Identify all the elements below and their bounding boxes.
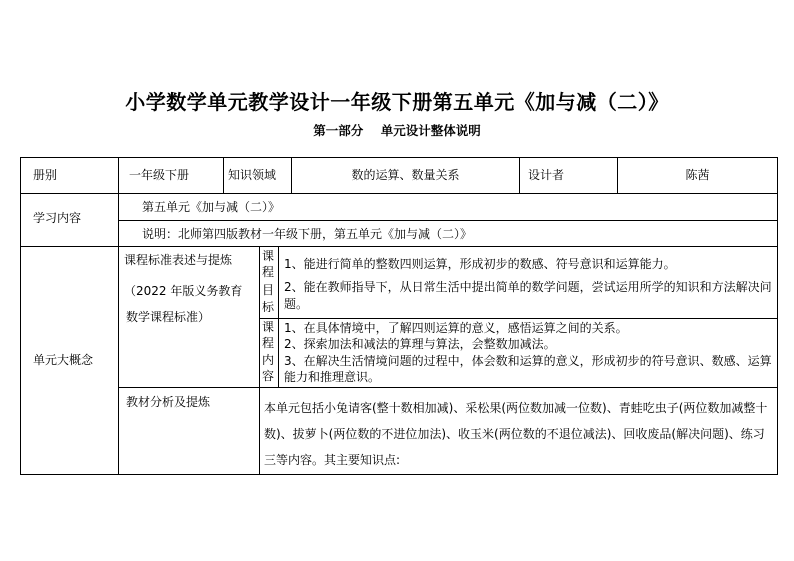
row-divider — [259, 318, 778, 319]
curriculum-standard-note: （2022 年版义务教育 — [124, 284, 243, 298]
learning-content-label: 学习内容 — [33, 211, 82, 225]
row-divider — [20, 246, 778, 247]
grade-value: 一年级下册 — [129, 168, 190, 182]
learning-content-line-1: 第五单元《加与减（二）》 — [142, 200, 281, 214]
row-divider — [118, 220, 778, 221]
course-content-item: 2、探索加法和减法的算理与算法，会整数加减法。 — [284, 337, 556, 351]
col-divider — [519, 157, 520, 194]
col-divider — [118, 157, 119, 475]
course-goals-label-char: 标 — [262, 300, 275, 314]
table-border-bottom — [20, 474, 778, 475]
course-goals-label-char: 课 — [262, 249, 275, 263]
document-subtitle: 第一部分 单元设计整体说明 — [313, 123, 481, 138]
textbook-analysis-label: 教材分析及提炼 — [126, 395, 211, 409]
course-content-label-char: 课 — [262, 320, 275, 334]
course-content-item: 1、在具体情境中，了解四则运算的意义，感悟运算之间的关系。 — [284, 321, 628, 335]
curriculum-standard-label: 课程标准表述与提炼 — [124, 253, 233, 267]
col-divider — [259, 246, 260, 475]
table-border-right — [777, 157, 778, 475]
document-title: 小学数学单元教学设计一年级下册第五单元《加与减（二）》 — [125, 90, 669, 114]
unit-design-table — [20, 157, 778, 475]
row-divider — [118, 387, 778, 388]
textbook-analysis-text: 本单元包括小兔请客(整十数相加减)、采松果(两位数加减一位数)、青蛙吃虫子(两位数加减整十数)、拔萝卜(两位数的不进位加法)、收玉米(两位数的不退位减法)、回收废品(解决问题)、练习三等内容。其主要知识点: — [264, 401, 768, 467]
course-content-label-char: 内 — [262, 353, 275, 367]
course-content-label-char: 程 — [262, 336, 275, 350]
col-divider — [278, 246, 279, 388]
designer-label: 设计者 — [528, 168, 565, 182]
course-goal-item: 1、能进行简单的整数四则运算，形成初步的数感、符号意识和运算能力。 — [284, 257, 676, 271]
course-content-label-char: 容 — [262, 369, 275, 383]
course-goals-label-char: 程 — [262, 265, 275, 279]
row-divider — [20, 193, 778, 194]
table-border-top — [20, 157, 778, 158]
course-goal-item: 2、能在教师指导下，从日常生活中提出简单的数学问题，尝试运用所学的知识和方法解决问题。 — [284, 280, 772, 311]
col-divider — [223, 157, 224, 194]
knowledge-domain-value: 数的运算、数量关系 — [351, 168, 460, 182]
learning-content-line-2: 说明：北师第四版教材一年级下册，第五单元《加与减（二）》 — [142, 227, 473, 241]
designer-value: 陈茜 — [685, 168, 710, 182]
curriculum-standard-note: 数学课程标准） — [126, 310, 211, 324]
knowledge-domain-label: 知识领域 — [228, 168, 277, 182]
course-goals-label-char: 目 — [262, 283, 275, 297]
unit-concept-label: 单元大概念 — [33, 353, 94, 367]
grade-label: 册别 — [33, 168, 58, 182]
course-content-item: 3、在解决生活情境问题的过程中，体会数和运算的意义，形成初步的符号意识、数感、运算能力和推理意识。 — [284, 354, 772, 384]
table-border-left — [20, 157, 21, 475]
